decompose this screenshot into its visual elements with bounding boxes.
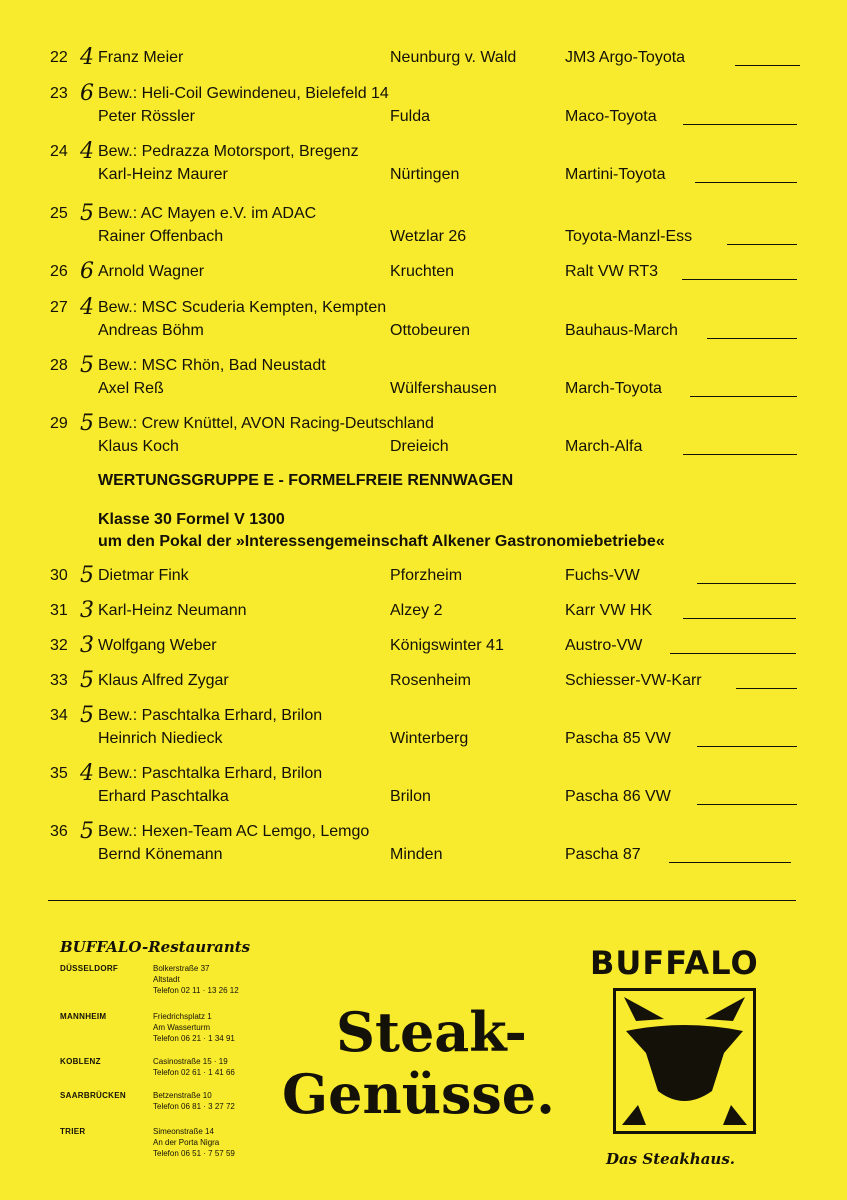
driver-name: Bernd Könemann [98, 846, 223, 863]
start-number: 23 [50, 85, 68, 102]
car-model: Karr VW HK [565, 602, 653, 619]
ad-address-line: Telefon 06 21 · 1 34 91 [153, 1034, 235, 1043]
start-number: 29 [50, 415, 68, 432]
driver-name: Rainer Offenbach [98, 228, 224, 245]
write-in-line [736, 688, 797, 689]
driver-city: Neunburg v. Wald [390, 49, 517, 66]
driver-city: Rosenheim [390, 672, 471, 689]
start-number: 24 [50, 143, 68, 160]
entrant-sponsor: Bew.: MSC Scuderia Kempten, Kempten [98, 299, 387, 316]
driver-name: Axel Reß [98, 380, 164, 397]
buffalo-logo [613, 988, 756, 1134]
handwritten-mark: 4 [80, 295, 94, 320]
buffalo-head-icon [616, 991, 753, 1131]
write-in-line [669, 862, 791, 863]
write-in-line [683, 124, 797, 125]
handwritten-mark: 4 [80, 45, 94, 70]
driver-name: Peter Rössler [98, 108, 195, 125]
start-number: 27 [50, 299, 68, 316]
ad-title: BUFFALO-Restaurants [60, 938, 251, 956]
class-heading: Klasse 30 Formel V 1300 [98, 511, 285, 528]
entrant-sponsor: Bew.: Hexen-Team AC Lemgo, Lemgo [98, 823, 370, 840]
car-model: Bauhaus-March [565, 322, 678, 339]
driver-name: Arnold Wagner [98, 263, 205, 280]
start-number: 32 [50, 637, 68, 654]
car-model: March-Toyota [565, 380, 662, 397]
entrant-sponsor: Bew.: Pedrazza Motorsport, Bregenz [98, 143, 359, 160]
driver-city: Wetzlar 26 [390, 228, 467, 245]
car-model: Pascha 85 VW [565, 730, 671, 747]
ad-city: TRIER [60, 1127, 86, 1136]
entrant-sponsor: Bew.: Paschtalka Erhard, Brilon [98, 707, 323, 724]
handwritten-mark: 4 [80, 139, 94, 164]
start-number: 26 [50, 263, 68, 280]
start-number: 33 [50, 672, 68, 689]
start-number: 28 [50, 357, 68, 374]
ad-address-line: Friedrichsplatz 1 [153, 1012, 212, 1021]
brand-name: BUFFALO [590, 944, 759, 982]
ad-city: KOBLENZ [60, 1057, 101, 1066]
write-in-line [682, 279, 797, 280]
ad-address-line: Simeonstraße 14 [153, 1127, 214, 1136]
handwritten-mark: 5 [80, 703, 94, 728]
handwritten-mark: 3 [80, 633, 94, 658]
driver-city: Winterberg [390, 730, 469, 747]
entrant-sponsor: Bew.: Paschtalka Erhard, Brilon [98, 765, 323, 782]
ad-address-line: Altstadt [153, 975, 180, 984]
ad-address-line: Telefon 02 11 · 13 26 12 [153, 986, 239, 995]
driver-city: Brilon [390, 788, 431, 805]
car-model: Schiesser-VW-Karr [565, 672, 702, 689]
handwritten-mark: 5 [80, 201, 94, 226]
handwritten-mark: 5 [80, 819, 94, 844]
driver-city: Alzey 2 [390, 602, 443, 619]
handwritten-mark: 5 [80, 353, 94, 378]
car-model: March-Alfa [565, 438, 643, 455]
car-model: Ralt VW RT3 [565, 263, 659, 280]
write-in-line [670, 653, 796, 654]
start-number: 22 [50, 49, 68, 66]
driver-city: Wülfershausen [390, 380, 497, 397]
entrant-sponsor: Bew.: AC Mayen e.V. im ADAC [98, 205, 317, 222]
ad-address-line: Telefon 06 81 · 3 27 72 [153, 1102, 235, 1111]
start-number: 25 [50, 205, 68, 222]
ad-address-line: Telefon 06 51 · 7 57 59 [153, 1149, 235, 1158]
driver-city: Minden [390, 846, 443, 863]
driver-city: Ottobeuren [390, 322, 471, 339]
car-model: Toyota-Manzl-Ess [565, 228, 693, 245]
ad-address-line: Betzenstraße 10 [153, 1091, 212, 1100]
trophy-heading: um den Pokal der »Interessengemeinschaft Alkener Gastronomiebetriebe« [98, 533, 665, 550]
driver-name: Franz Meier [98, 49, 184, 66]
write-in-line [695, 182, 797, 183]
ad-city: DÜSSELDORF [60, 964, 119, 973]
ad-address-line: An der Porta Nigra [153, 1138, 220, 1147]
ad-city: SAARBRÜCKEN [60, 1091, 126, 1100]
car-model: Pascha 86 VW [565, 788, 671, 805]
write-in-line [690, 396, 797, 397]
start-number: 31 [50, 602, 68, 619]
slogan-line-1: Steak- [336, 1000, 527, 1064]
driver-name: Klaus Alfred Zygar [98, 672, 229, 689]
handwritten-mark: 3 [80, 598, 94, 623]
driver-name: Heinrich Niedieck [98, 730, 223, 747]
ad-city: MANNHEIM [60, 1012, 107, 1021]
handwritten-mark: 5 [80, 668, 94, 693]
car-model: Martini-Toyota [565, 166, 666, 183]
ad-address-line: Telefon 02 61 · 1 41 66 [153, 1068, 235, 1077]
start-number: 30 [50, 567, 68, 584]
car-model: Austro-VW [565, 637, 643, 654]
driver-name: Karl-Heinz Neumann [98, 602, 247, 619]
handwritten-mark: 5 [80, 411, 94, 436]
entrant-sponsor: Bew.: MSC Rhön, Bad Neustadt [98, 357, 326, 374]
car-model: JM3 Argo-Toyota [565, 49, 686, 66]
start-number: 36 [50, 823, 68, 840]
write-in-line [683, 454, 797, 455]
car-model: Pascha 87 [565, 846, 641, 863]
write-in-line [683, 618, 796, 619]
handwritten-mark: 6 [80, 81, 94, 106]
group-heading: WERTUNGSGRUPPE E - FORMELFREIE RENNWAGEN [98, 472, 514, 489]
start-number: 34 [50, 707, 68, 724]
car-model: Maco-Toyota [565, 108, 657, 125]
driver-city: Pforzheim [390, 567, 463, 584]
car-model: Fuchs-VW [565, 567, 640, 584]
write-in-line [727, 244, 797, 245]
driver-name: Andreas Böhm [98, 322, 204, 339]
driver-name: Karl-Heinz Maurer [98, 166, 228, 183]
entrant-sponsor: Bew.: Heli-Coil Gewindeneu, Bielefeld 14 [98, 85, 389, 102]
write-in-line [697, 804, 797, 805]
driver-city: Fulda [390, 108, 431, 125]
tagline: Das Steakhaus. [606, 1150, 736, 1168]
write-in-line [697, 746, 797, 747]
driver-city: Nürtingen [390, 166, 460, 183]
ad-address-line: Am Wasserturm [153, 1023, 211, 1032]
ad-address-line: Casinostraße 15 · 19 [153, 1057, 228, 1066]
handwritten-mark: 4 [80, 761, 94, 786]
ad-address-line: Bolkerstraße 37 [153, 964, 210, 973]
write-in-line [707, 338, 797, 339]
driver-city: Königswinter 41 [390, 637, 504, 654]
handwritten-mark: 5 [80, 563, 94, 588]
handwritten-mark: 6 [80, 259, 94, 284]
driver-name: Wolfgang Weber [98, 637, 217, 654]
driver-name: Dietmar Fink [98, 567, 189, 584]
driver-city: Kruchten [390, 263, 455, 280]
entrant-sponsor: Bew.: Crew Knüttel, AVON Racing-Deutschland [98, 415, 434, 432]
driver-name: Klaus Koch [98, 438, 179, 455]
start-number: 35 [50, 765, 68, 782]
driver-city: Dreieich [390, 438, 449, 455]
driver-name: Erhard Paschtalka [98, 788, 229, 805]
slogan-line-2: Genüsse. [282, 1062, 555, 1126]
write-in-line [735, 65, 800, 66]
separator-line [48, 900, 796, 901]
write-in-line [697, 583, 796, 584]
